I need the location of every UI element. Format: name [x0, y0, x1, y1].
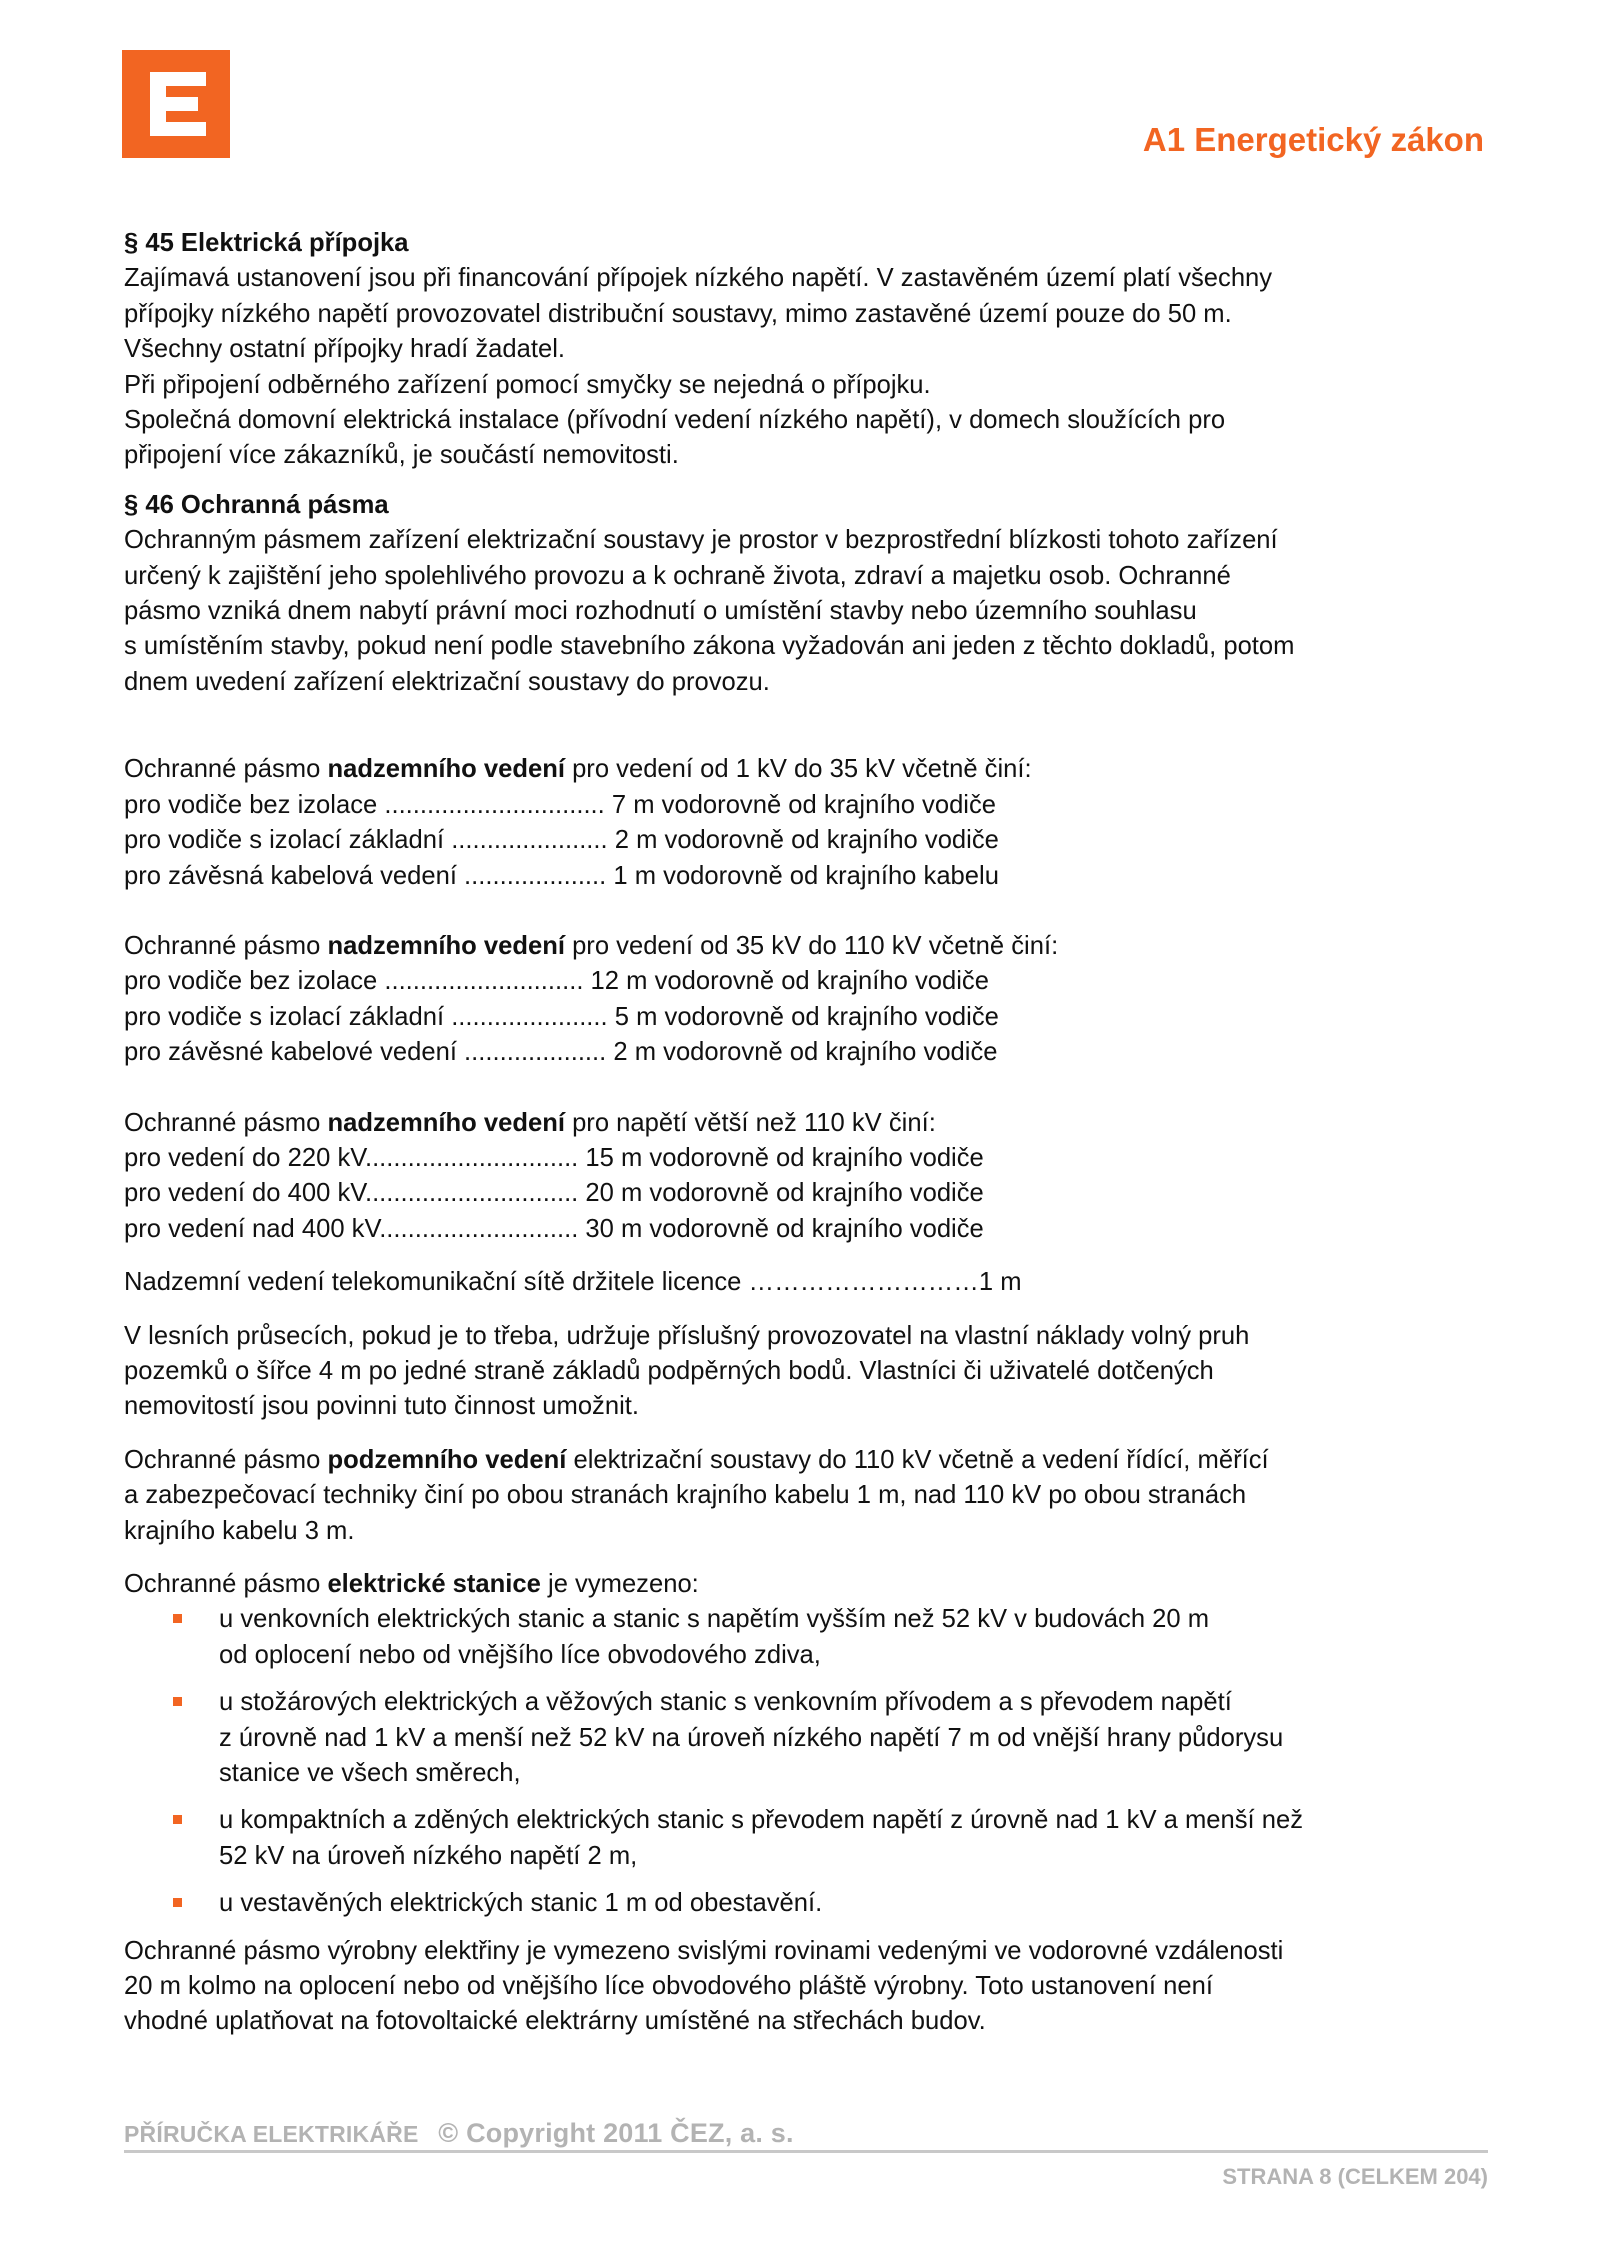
paragraph-line: Všechny ostatní přípojky hradí žadatel.: [124, 335, 566, 364]
paragraph-line: V lesních průsecích, pokud je to třeba, udržuje příslušný provozovatel na vlastní náklady volný pruh: [124, 1321, 1250, 1350]
page-number: STRANA 8 (CELKEM 204): [1222, 2164, 1488, 2189]
paragraph-line: určený k zajištění jeho spolehlivého provozu a k ochraně života, zdraví a majetku osob. Ochranné: [124, 561, 1231, 590]
paragraph-line: Ochranným pásmem zařízení elektrizační soustavy je prostor v bezprostřední blízkosti tohoto zařízení: [124, 526, 1278, 555]
overhead-2-intro: Ochranné pásmo nadzemního vedení pro vedení od 35 kV do 110 kV včetně činí:: [124, 931, 1059, 960]
station-bullet-list: [124, 1602, 1488, 1921]
square-bullet-icon: [173, 1697, 182, 1706]
paragraph-line: pásmo vzniká dnem nabytí právní moci rozhodnutí o umístění stavby nebo územního souhlasu: [124, 597, 1197, 626]
paragraph-line: Společná domovní elektrická instalace (přívodní vedení nízkého napětí), v domech sloužících pro: [124, 406, 1226, 435]
distance-row: pro vodiče bez izolace ............................ 12 m vodorovně od krajního vodiče: [124, 967, 989, 996]
section-46-heading: § 46 Ochranná pásma: [124, 490, 389, 519]
station-intro: Ochranné pásmo elektrické stanice je vymezeno:: [124, 1570, 699, 1598]
square-bullet-icon: [173, 1614, 182, 1623]
telecom-line: Nadzemní vedení telekomunikační sítě držitele licence ………………………1 m: [124, 1268, 1022, 1297]
paragraph-line: přípojky nízkého napětí provozovatel distribuční soustavy, mimo zastavěné území pouze do 50 m.: [124, 299, 1232, 328]
paragraph-line: Ochranné pásmo výrobny elektřiny je vymezeno svislými rovinami vedenými ve vodorovné vzdálenosti: [124, 1936, 1284, 1965]
list-item: u venkovních elektrických stanic a stanic s napětím vyšším než 52 kV v budovách 20 m od oplocení nebo od vnějšího líce obvodového zdiva,: [124, 1602, 1488, 1673]
paragraph-line: krajního kabelu 3 m.: [124, 1516, 355, 1545]
list-item: u kompaktních a zděných elektrických stanic s převodem napětí z úrovně nad 1 kV a menší než 52 kV na úroveň nízkého napětí 2 m,: [124, 1803, 1488, 1874]
list-item: u vestavěných elektrických stanic 1 m od obestavění.: [124, 1886, 1488, 1921]
distance-row: pro vedení nad 400 kV............................ 30 m vodorovně od krajního vodiče: [124, 1214, 984, 1243]
distance-row: pro závěsné kabelové vedení .................... 2 m vodorovně od krajního vodiče: [124, 1038, 998, 1067]
paragraph-line: připojení více zákazníků, je součástí nemovitosti.: [124, 441, 679, 470]
cez-logo-icon: [122, 50, 230, 158]
paragraph-line: a zabezpečovací techniky činí po obou stranách krajního kabelu 1 m, nad 110 kV po obou stranách: [124, 1481, 1247, 1510]
paragraph-line: 20 m kolmo na oplocení nebo od vnějšího líce obvodového pláště výrobny. Toto ustanovení není: [124, 1972, 1213, 2001]
distance-row: pro vodiče s izolací základní ...................... 5 m vodorovně od krajního vodiče: [124, 1002, 999, 1031]
distance-row: pro vodiče bez izolace ............................... 7 m vodorovně od krajního vodiče: [124, 790, 997, 819]
overhead-1-intro: Ochranné pásmo nadzemního vedení pro vedení od 1 kV do 35 kV včetně činí:: [124, 755, 1032, 784]
paragraph-line: nemovitostí jsou povinni tuto činnost umožnit.: [124, 1392, 639, 1421]
square-bullet-icon: [173, 1815, 182, 1824]
footer-copyright: PŘÍRUČKA ELEKTRIKÁŘE © Copyright 2011 ČEZ, a. s.: [124, 2118, 794, 2148]
page-content: [124, 226, 1488, 2040]
square-bullet-icon: [173, 1898, 182, 1907]
paragraph-line: Při připojení odběrného zařízení pomocí smyčky se nejedná o přípojku.: [124, 370, 931, 399]
document-title: A1 Energetický zákon: [1142, 121, 1484, 158]
distance-row: pro vedení do 400 kV.............................. 20 m vodorovně od krajního vodiče: [124, 1179, 984, 1208]
footer-divider: [124, 2150, 1488, 2153]
list-item: u stožárových elektrických a věžových stanic s venkovním přívodem a s převodem napětí z úrovně nad 1 kV a menší než 52 kV na úroveň nízkého napětí 7 m od vnější hrany půdorysu stanice ve všech směrech,: [124, 1685, 1488, 1791]
paragraph-line: Zajímavá ustanovení jsou při financování přípojek nízkého napětí. V zastavěném území platí všechny: [124, 264, 1273, 293]
distance-row: pro vodiče s izolací základní ...................... 2 m vodorovně od krajního vodiče: [124, 826, 999, 855]
paragraph-line: dnem uvedení zařízení elektrizační soustavy do provozu.: [124, 667, 770, 696]
distance-row: pro závěsná kabelová vedení .................... 1 m vodorovně od krajního kabelu: [124, 861, 999, 890]
section-45-heading: § 45 Elektrická přípojka: [124, 229, 409, 257]
overhead-3-intro: Ochranné pásmo nadzemního vedení pro napětí větší než 110 kV činí:: [124, 1108, 936, 1137]
paragraph-line: vhodné uplatňovat na fotovoltaické elektrárny umístěné na střechách budov.: [124, 2007, 986, 2036]
paragraph-line: s umístěním stavby, pokud není podle stavebního zákona vyžadován ani jeden z těchto dokladů, potom: [124, 632, 1295, 661]
paragraph-line: pozemků o šířce 4 m po jedné straně základů podpěrných bodů. Vlastníci či uživatelé dotčených: [124, 1356, 1214, 1385]
underground-intro: Ochranné pásmo podzemního vedení elektrizační soustavy do 110 kV včetně a vedení řídící, měřící: [124, 1445, 1269, 1474]
distance-row: pro vedení do 220 kV.............................. 15 m vodorovně od krajního vodiče: [124, 1143, 984, 1172]
